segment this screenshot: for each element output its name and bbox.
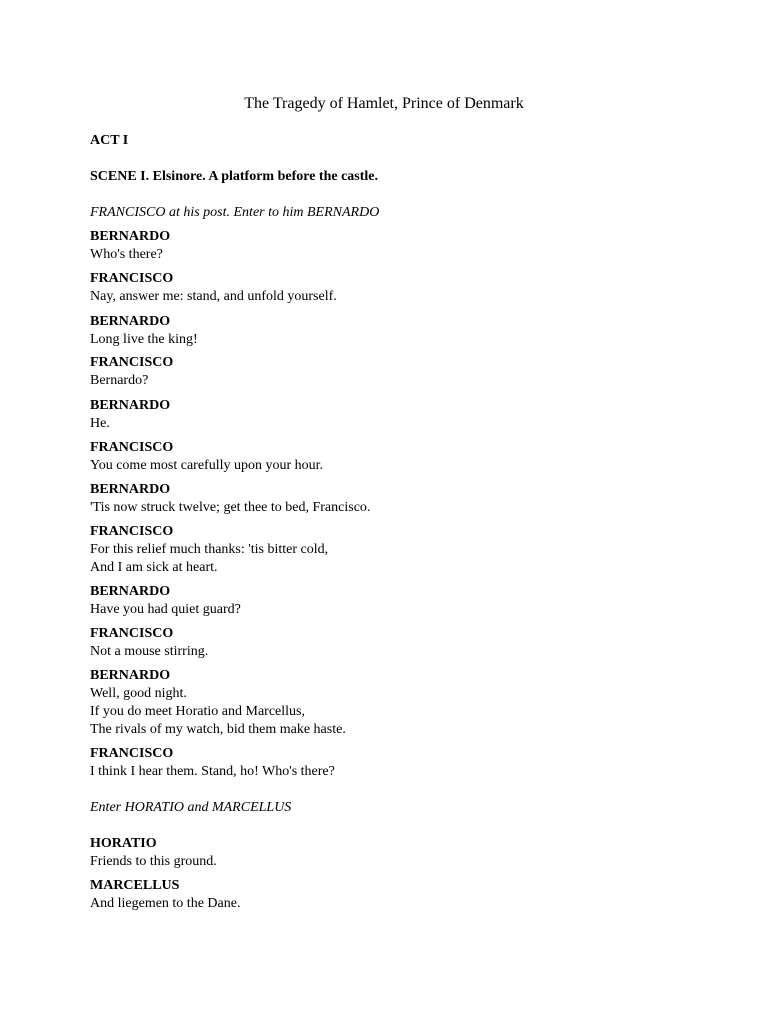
speech-line: For this relief much thanks: 'tis bitter cold,	[90, 542, 329, 557]
speech-line: Not a mouse stirring.	[90, 644, 209, 659]
act-heading: ACT I	[90, 133, 129, 148]
speech-line: Bernardo?	[90, 373, 149, 388]
speech-block	[90, 625, 208, 661]
speaker-name: BERNARDO	[90, 398, 171, 413]
speech-line: Friends to this ground.	[90, 854, 217, 869]
speech-block	[90, 270, 337, 306]
speech-line: He.	[90, 416, 110, 431]
speech-line: Well, good night.	[90, 686, 187, 701]
speaker-name: BERNARDO	[90, 482, 171, 497]
document-title: The Tragedy of Hamlet, Prince of Denmark	[244, 95, 524, 112]
speaker-name: MARCELLUS	[90, 878, 180, 893]
speech-block	[90, 745, 335, 781]
speaker-name: FRANCISCO	[90, 355, 174, 370]
scene-heading: SCENE I. Elsinore. A platform before the castle.	[90, 169, 379, 184]
speaker-name: FRANCISCO	[90, 626, 174, 641]
speech-block	[90, 583, 241, 619]
speech-line: And liegemen to the Dane.	[90, 896, 241, 911]
stage-direction: Enter HORATIO and MARCELLUS	[90, 800, 292, 815]
speaker-name: BERNARDO	[90, 314, 171, 329]
speech-block	[90, 354, 173, 390]
speech-block	[90, 313, 198, 349]
speech-block	[90, 667, 346, 739]
speech-line: I think I hear them. Stand, ho! Who's there?	[90, 764, 335, 779]
speech-block	[90, 877, 240, 913]
speech-line: You come most carefully upon your hour.	[90, 458, 324, 473]
speech-line: The rivals of my watch, bid them make haste.	[90, 722, 346, 737]
speaker-name: BERNARDO	[90, 229, 171, 244]
speech-line: Nay, answer me: stand, and unfold yourself.	[90, 289, 337, 304]
speech-block	[90, 481, 370, 517]
speaker-name: HORATIO	[90, 836, 157, 851]
speech-line: And I am sick at heart.	[90, 560, 218, 575]
speech-line: Have you had quiet guard?	[90, 602, 241, 617]
speech-block	[90, 439, 323, 475]
speaker-name: BERNARDO	[90, 668, 171, 683]
stage-direction: FRANCISCO at his post. Enter to him BERNARDO	[90, 205, 380, 220]
speaker-name: FRANCISCO	[90, 271, 174, 286]
speech-line: Long live the king!	[90, 332, 198, 347]
speaker-name: FRANCISCO	[90, 746, 174, 761]
speaker-name: FRANCISCO	[90, 524, 174, 539]
speech-line: If you do meet Horatio and Marcellus,	[90, 704, 305, 719]
speech-line: 'Tis now struck twelve; get thee to bed, Francisco.	[90, 500, 371, 515]
speech-line: Who's there?	[90, 247, 163, 262]
speaker-name: BERNARDO	[90, 584, 171, 599]
speech-block	[90, 228, 170, 264]
speech-block	[90, 523, 328, 577]
speech-block	[90, 835, 217, 871]
speaker-name: FRANCISCO	[90, 440, 174, 455]
speech-block	[90, 397, 170, 433]
